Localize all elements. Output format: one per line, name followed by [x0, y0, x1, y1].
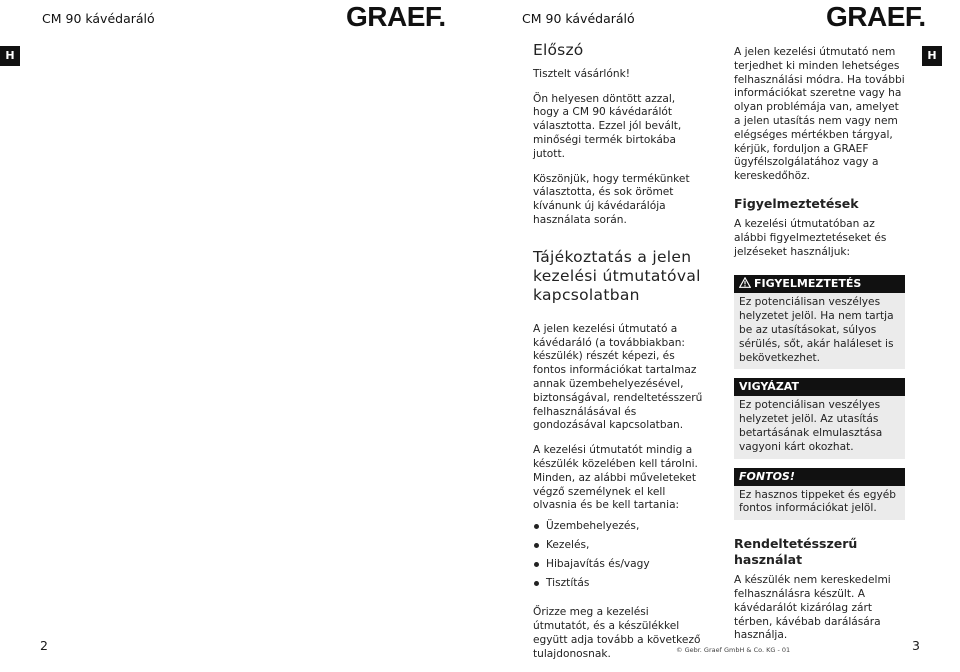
language-tab-left: H [0, 46, 20, 66]
important-box [734, 468, 905, 521]
list-item: Kezelés, [533, 538, 703, 552]
important-box-text: Ez hasznos tippeket és egyéb fontos információkat jelöl. [734, 486, 905, 521]
scope-paragraph: A jelen kezelési útmutató nem terjedhet ki minden lehetséges felhasználási módra. Ha további információkat szeretne vagy ha olyan problémája van, amelyet a jelen utasítás nem vagy nem elégséges mértékben tárgyal, kérjük, forduljon a GRAEF ügyfélszolgálatához vagy a kereskedőhöz. [734, 46, 905, 183]
list-item: Hibajavítás és/vagy [533, 557, 703, 571]
greeting: Tisztelt vásárlónk! [533, 67, 630, 80]
info-paragraph-3: Őrizze meg a kezelési útmutatót, és a készülékkel együtt adja tovább a következő tulajdonosnak. [533, 606, 701, 660]
page-number-right: 3 [912, 638, 920, 653]
warning-box-header [734, 275, 905, 293]
operations-list [533, 519, 703, 590]
intended-use-text: A készülék nem kereskedelmi felhasználásra készült. A kávédarálót kizárólag zárt térben, kávébab darálására használja. [734, 574, 891, 642]
column-left [533, 41, 703, 672]
brand-logo-right: GRAEF. [826, 1, 926, 32]
foreword-paragraph-1: Ön helyesen döntött azzal, hogy a CM 90 kávédarálót választotta. Ezzel jól bevált, minőségi termék birtokába jutott. [533, 92, 682, 160]
warning-box [734, 275, 905, 369]
column-right [734, 46, 905, 654]
foreword-paragraph-2: Köszönjük, hogy termékünket választotta, és sok örömet kívánunk új kávédarálója használata során. [533, 172, 690, 226]
foreword-heading: Előszó [533, 41, 584, 59]
warnings-intro: A kezelési útmutatóban az alábbi figyelmeztetéseket és jelzéseket használjuk: [734, 217, 887, 258]
intended-use-heading: Rendeltetésszerű használat [734, 536, 858, 568]
list-item: Üzembehelyezés, [533, 519, 703, 533]
info-paragraph-2: A kezelési útmutatót mindig a készülék közelében kell tárolni. Minden, az alábbi műveleteket végző személynek el kell olvasnia és be kell tartania: [533, 444, 698, 512]
right-page-title: CM 90 kávédaráló [522, 11, 635, 26]
warnings-heading: Figyelmeztetések [734, 195, 859, 211]
caution-box [734, 378, 905, 458]
info-paragraph-1: A jelen kezelési útmutató a kávédaráló (a továbbiakban: készülék) részét képezi, és fontos információkat tartalmaz annak üzembehelyezésével, biztonságával, rendeltetésszerű felhasználásával és gondozásával kapcsolatban. [533, 322, 703, 432]
brand-logo-left: GRAEF. [346, 1, 446, 32]
list-item: Tisztítás [533, 576, 703, 590]
page-number-left: 2 [40, 638, 48, 653]
warning-triangle-icon [739, 277, 751, 288]
language-tab-right: H [922, 46, 942, 66]
warning-box-text: Ez potenciálisan veszélyes helyzetet jelöl. Ha nem tartja be az utasításokat, súlyos sérülés, sőt, akár haláleset is bekövetkezhet. [734, 293, 905, 369]
warning-box-title: FIGYELMEZTETÉS [754, 277, 862, 291]
caution-box-text: Ez potenciálisan veszélyes helyzetet jelöl. Az utasítás betartásának elmulasztása vagyoni kárt okozhat. [734, 396, 905, 458]
important-box-title: FONTOS! [734, 468, 905, 486]
left-page-title: CM 90 kávédaráló [42, 11, 155, 26]
caution-box-title: VIGYÁZAT [734, 378, 905, 396]
copyright: © Gebr. Graef GmbH & Co. KG - 01 [676, 646, 791, 654]
info-heading: Tájékoztatás a jelen kezelési útmutatóval kapcsolatban [533, 247, 701, 304]
